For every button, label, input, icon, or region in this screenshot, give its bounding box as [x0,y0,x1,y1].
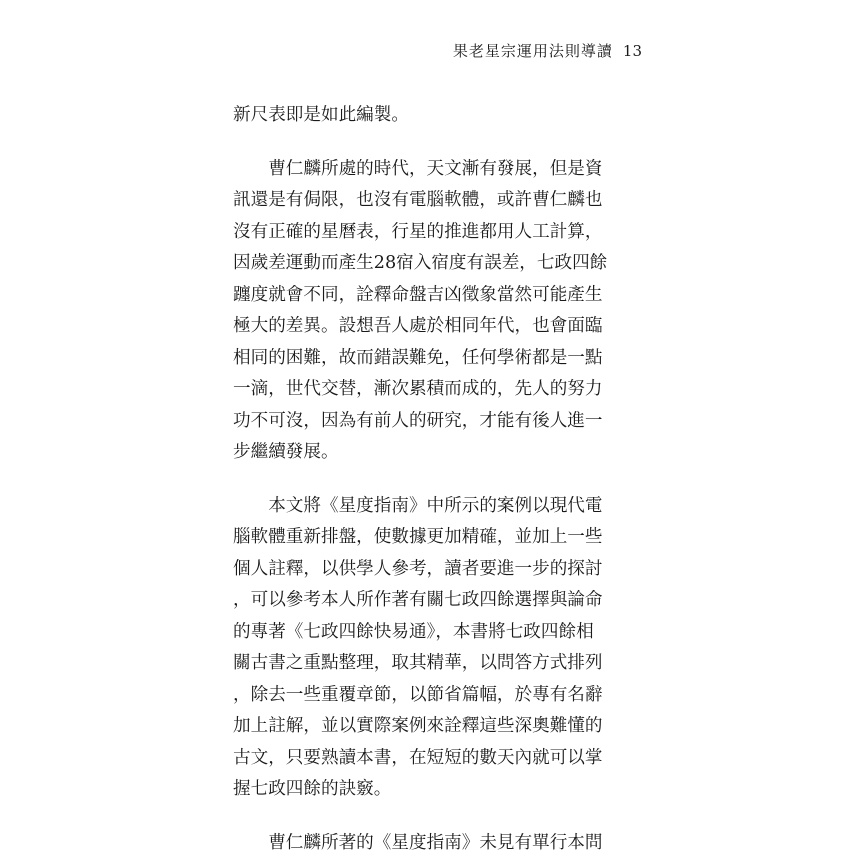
text-line: 躔度就會不同，詮釋命盤吉凶徵象當然可能產生 [233,280,653,312]
paragraph-4 [233,828,653,859]
paragraph-1 [233,100,653,132]
text-line: 的專著《七政四餘快易通》，本書將七政四餘相 [233,617,653,649]
running-header [453,40,642,61]
text-line: 極大的差異。設想吾人處於相同年代，也會面臨 [233,311,653,343]
text-line: 步繼續發展。 [233,437,653,469]
text-line: 本文將《星度指南》中所示的案例以現代電 [233,491,653,523]
page-number: 13 [623,42,642,60]
paragraph-3 [233,491,653,806]
book-title: 果老星宗運用法則導讀 [453,42,613,60]
text-line: 功不可沒，因為有前人的研究，才能有後人進一 [233,406,653,438]
paragraph-2 [233,154,653,469]
text-line: 關古書之重點整理，取其精華，以問答方式排列 [233,648,653,680]
text-line: 個人註釋，以供學人參考，讀者要進一步的探討 [233,554,653,586]
text-line: ，除去一些重覆章節，以節省篇幅，於專有名辭 [233,680,653,712]
text-line: 古文，只要熟讀本書，在短短的數天內就可以掌 [233,743,653,775]
text-line: ，可以參考本人所作著有關七政四餘選擇與論命 [233,585,653,617]
text-line: 加上註解，並以實際案例來詮釋這些深奧難懂的 [233,711,653,743]
text-line: 一滴，世代交替，漸次累積而成的，先人的努力 [233,374,653,406]
text-line: 新尺表即是如此編製。 [233,100,653,132]
text-line: 因歲差運動而產生28宿入宿度有誤差，七政四餘 [233,248,653,280]
text-line: 曹仁麟所著的《星度指南》未見有單行本問 [233,828,653,859]
text-line: 沒有正確的星曆表，行星的推進都用人工計算， [233,217,653,249]
text-line: 腦軟體重新排盤，使數據更加精確，並加上一些 [233,522,653,554]
body-text [233,100,653,859]
text-line: 訊還是有侷限，也沒有電腦軟體，或許曹仁麟也 [233,185,653,217]
text-line: 相同的困難，故而錯誤難免，任何學術都是一點 [233,343,653,375]
text-line: 曹仁麟所處的時代，天文漸有發展，但是資 [233,154,653,186]
text-line: 握七政四餘的訣竅。 [233,774,653,806]
